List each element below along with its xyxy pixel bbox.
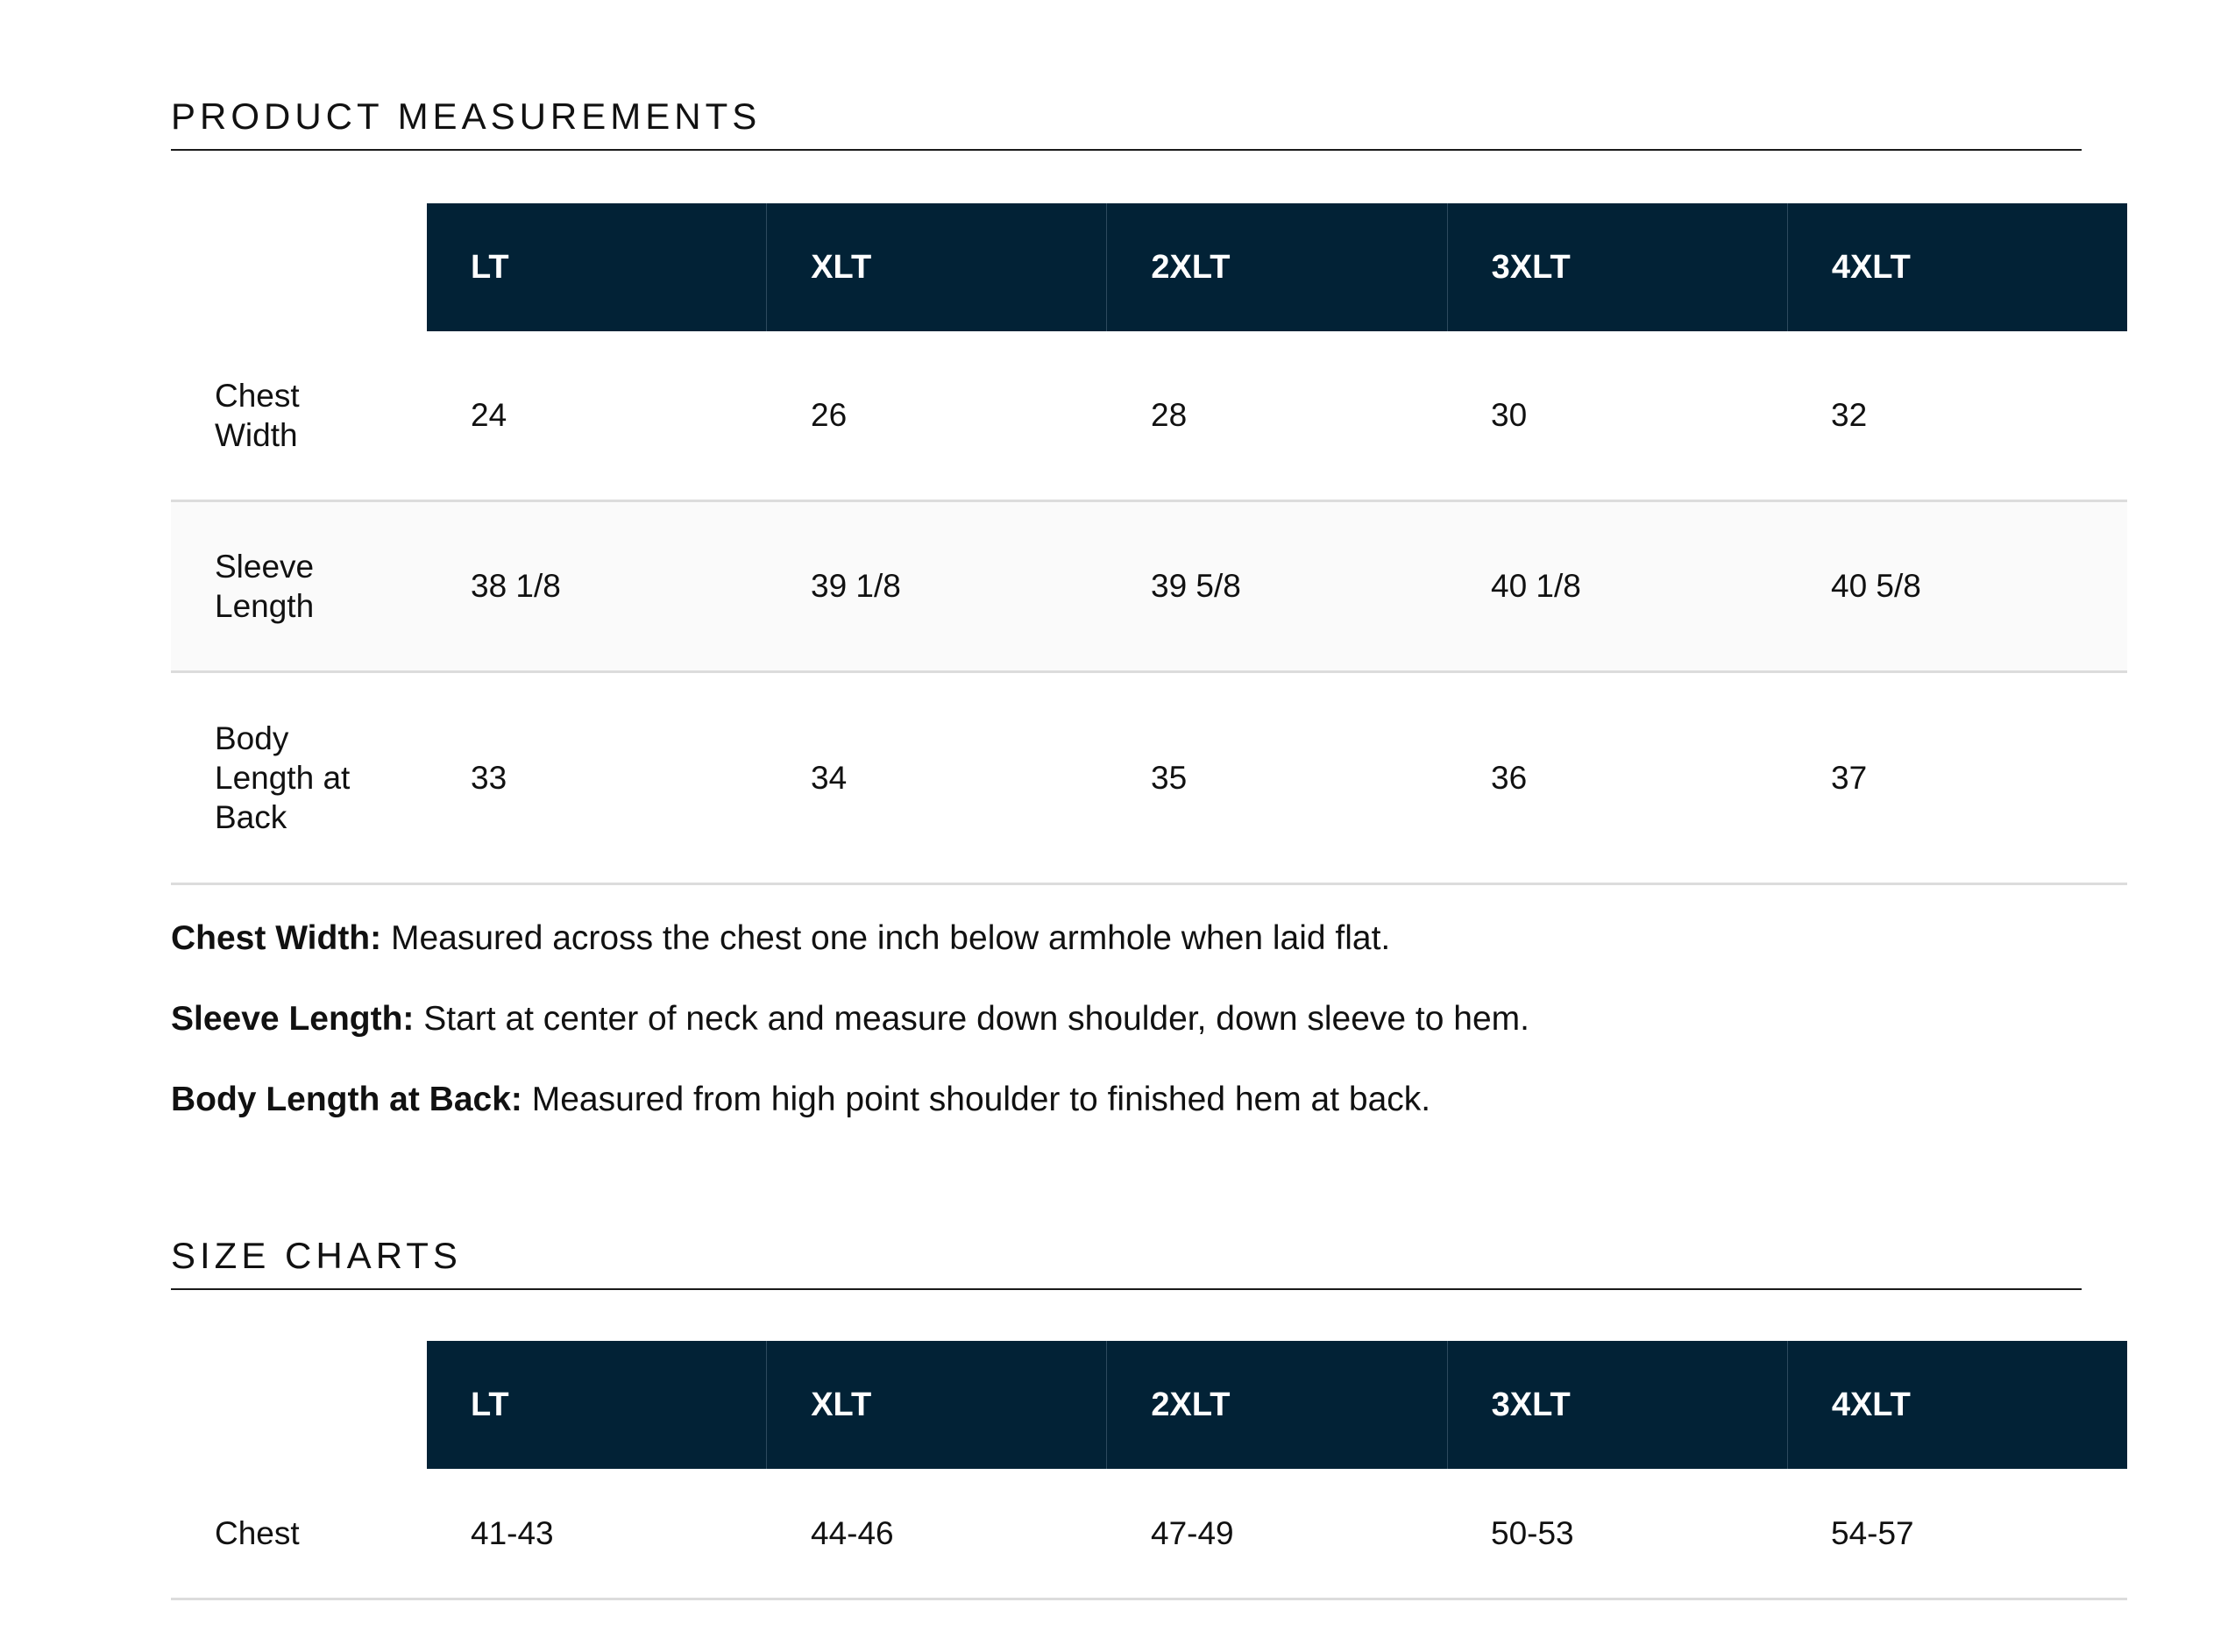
measurement-notes [171,918,2082,1160]
table-cell: 54-57 [1831,1514,1914,1551]
note-text: Measured across the chest one inch below armhole when laid flat. [381,919,1391,957]
header-size-lt: LT [427,203,766,331]
note-term: Chest Width: [171,919,382,957]
header-spacer [171,1341,427,1469]
size-charts-table [171,1341,2127,1600]
product-measurements-title: PRODUCT MEASUREMENTS [171,98,2082,151]
row-label [171,1469,427,1598]
row-label [171,331,427,500]
table-cell: 26 [811,397,848,433]
header-size-3xlt: 3XLT [1447,1341,1787,1469]
note-chest-width [171,918,2082,959]
product-measurements-table [171,203,2127,885]
table-cell: 36 [1491,759,1528,796]
table-cell: 28 [1151,397,1188,433]
header-size-lt: LT [427,1341,766,1469]
table-cell: 50-53 [1491,1514,1574,1551]
table-cell: 24 [471,397,507,433]
table-cell: 41-43 [471,1514,554,1551]
table-cell: 33 [471,759,507,796]
header-size-2xlt: 2XLT [1106,203,1446,331]
table-cell: 32 [1831,397,1868,433]
row-label-text: Chest Width [215,378,300,453]
table-header-row [171,1341,2127,1469]
table-cell: 40 5/8 [1831,568,1921,604]
header-size-3xlt: 3XLT [1447,203,1787,331]
table-row [171,331,2127,502]
table-header-row [171,203,2127,331]
size-charts-title: SIZE CHARTS [171,1237,2082,1290]
row-label [171,673,427,883]
table-row [171,502,2127,673]
note-term: Body Length at Back: [171,1081,522,1118]
header-size-xlt: XLT [766,1341,1106,1469]
table-cell: 47-49 [1151,1514,1234,1551]
table-cell: 44-46 [811,1514,894,1551]
table-row [171,1469,2127,1600]
table-cell: 40 1/8 [1491,568,1581,604]
note-sleeve-length [171,999,2082,1039]
table-cell: 34 [811,759,848,796]
note-body-length [171,1080,2082,1120]
table-cell: 35 [1151,759,1188,796]
table-cell: 37 [1831,759,1868,796]
header-size-4xlt: 4XLT [1787,203,2127,331]
table-cell: 38 1/8 [471,568,561,604]
table-cell: 30 [1491,397,1528,433]
table-cell: 39 5/8 [1151,568,1241,604]
row-label-text: Sleeve Length [215,549,315,624]
row-label [171,502,427,670]
table-cell: 39 1/8 [811,568,901,604]
header-size-4xlt: 4XLT [1787,1341,2127,1469]
header-size-xlt: XLT [766,203,1106,331]
header-spacer [171,203,427,331]
header-size-2xlt: 2XLT [1106,1341,1446,1469]
row-label-text: Chest [215,1515,300,1551]
note-text: Start at center of neck and measure down shoulder, down sleeve to hem. [414,1000,1529,1038]
note-text: Measured from high point shoulder to finished hem at back. [522,1081,1431,1118]
row-label-text: Body Length at Back [215,720,351,835]
note-term: Sleeve Length: [171,1000,415,1038]
table-row [171,673,2127,885]
